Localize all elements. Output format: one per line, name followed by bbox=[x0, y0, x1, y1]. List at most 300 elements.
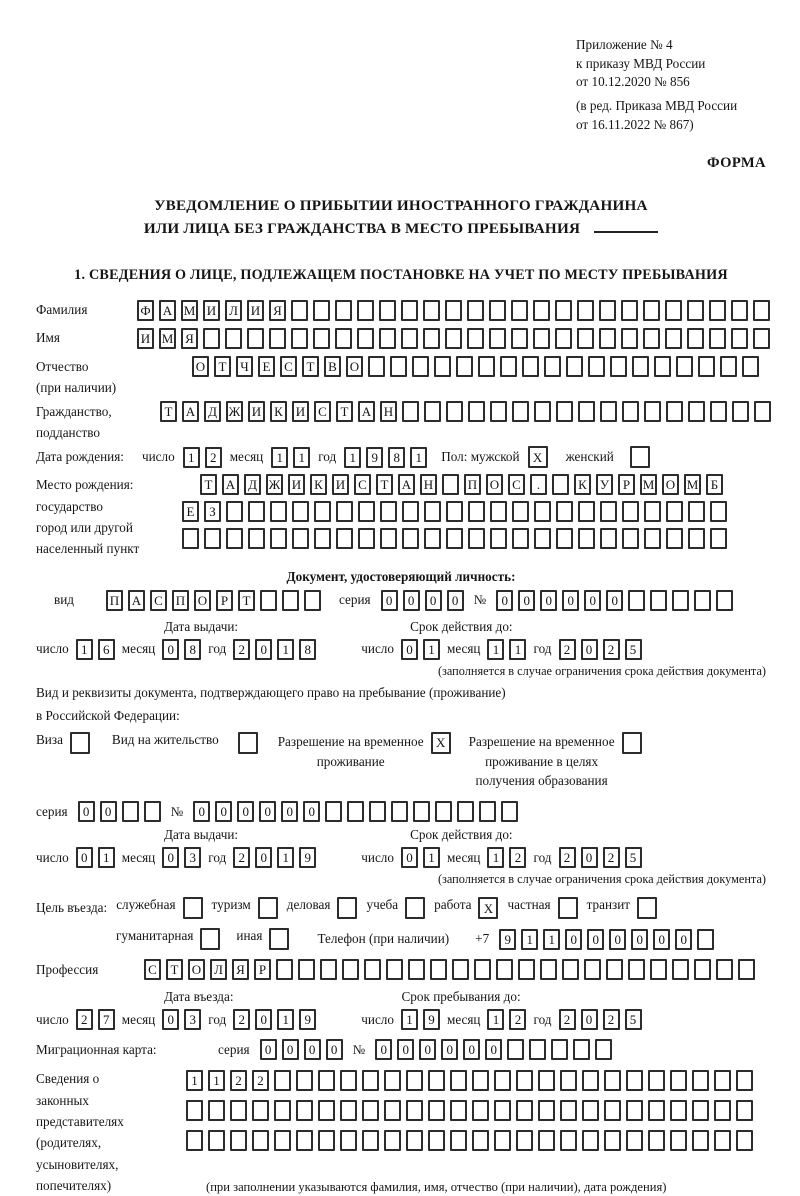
char-cell bbox=[478, 356, 495, 377]
section1-heading: 1. СВЕДЕНИЯ О ЛИЦЕ, ПОДЛЕЖАЩЕМ ПОСТАНОВКЕ НА УЧЕТ ПО МЕСТУ ПРЕБЫВАНИЯ bbox=[74, 266, 728, 283]
char-cell: Р bbox=[254, 959, 271, 980]
char-cell: Ф bbox=[137, 300, 154, 321]
char-cell: 0 bbox=[381, 590, 398, 611]
sex-female-checkbox bbox=[630, 446, 650, 468]
char-cell: Т bbox=[302, 356, 319, 377]
char-cell bbox=[380, 501, 397, 522]
char-cell: 0 bbox=[584, 590, 601, 611]
year-label: год bbox=[533, 1011, 552, 1027]
birth-year-label: год bbox=[318, 449, 337, 465]
char-cell bbox=[314, 501, 331, 522]
char-cell: 2 bbox=[559, 639, 576, 660]
visa-option bbox=[36, 732, 90, 754]
purpose-other-label: иная bbox=[236, 928, 263, 944]
day-label: число bbox=[361, 849, 394, 865]
char-cell: Т bbox=[376, 474, 393, 495]
char-cell bbox=[582, 1100, 599, 1121]
char-cell: 1 bbox=[423, 847, 440, 868]
char-cell: 0 bbox=[303, 801, 320, 822]
char-cell: 1 bbox=[186, 1070, 203, 1091]
char-cell bbox=[604, 1070, 621, 1091]
phone-label: Телефон (при наличии) bbox=[317, 931, 450, 947]
res-number-label: № bbox=[170, 803, 184, 819]
purpose-transit-checkbox bbox=[637, 897, 657, 919]
char-cell: А bbox=[398, 474, 415, 495]
entry-year-cells bbox=[233, 1009, 316, 1030]
temp-permit-edu-label-line1: Разрешение на временное bbox=[468, 733, 615, 749]
birth-place-row2-cells bbox=[182, 501, 727, 522]
char-cell bbox=[468, 401, 485, 422]
birth-place-row3-cells bbox=[182, 528, 727, 549]
char-cell bbox=[472, 1130, 489, 1151]
char-cell bbox=[364, 959, 381, 980]
char-cell bbox=[435, 801, 452, 822]
doc-number-cells bbox=[496, 590, 733, 611]
char-cell: 1 bbox=[277, 1009, 294, 1030]
residence-permit-option bbox=[112, 732, 258, 754]
char-cell bbox=[489, 328, 506, 349]
char-cell bbox=[384, 1070, 401, 1091]
res-valid-month-cells bbox=[487, 847, 526, 868]
day-label: число bbox=[361, 1011, 394, 1027]
char-cell bbox=[621, 300, 638, 321]
char-cell: Е bbox=[182, 501, 199, 522]
doc-valid-day-cells bbox=[401, 639, 440, 660]
res-restriction-note: (заполняется в случае ограничения срока действия документа) bbox=[437, 872, 766, 887]
char-cell bbox=[529, 1039, 546, 1060]
char-cell bbox=[340, 1070, 357, 1091]
purpose-transit-label: транзит bbox=[586, 897, 631, 913]
char-cell: 8 bbox=[299, 639, 316, 660]
char-cell bbox=[313, 300, 330, 321]
char-cell bbox=[648, 1130, 665, 1151]
char-cell bbox=[226, 528, 243, 549]
char-cell bbox=[428, 1070, 445, 1091]
citizenship-cells bbox=[160, 401, 771, 422]
char-cell: 0 bbox=[375, 1039, 392, 1060]
month-label: месяц bbox=[446, 849, 481, 865]
purpose-study-label: учеба bbox=[366, 897, 399, 913]
char-cell: 1 bbox=[487, 1009, 504, 1030]
year-label: год bbox=[533, 641, 552, 657]
char-cell: А bbox=[159, 300, 176, 321]
char-cell bbox=[650, 959, 667, 980]
char-cell bbox=[500, 356, 517, 377]
day-label: число bbox=[36, 641, 69, 657]
char-cell bbox=[533, 300, 550, 321]
char-cell bbox=[446, 528, 463, 549]
char-cell: Ж bbox=[226, 401, 243, 422]
res-valid-date-group bbox=[361, 847, 641, 868]
char-cell: У bbox=[596, 474, 613, 495]
char-cell: И bbox=[292, 401, 309, 422]
mig-number-cells bbox=[375, 1039, 612, 1060]
char-cell bbox=[358, 528, 375, 549]
char-cell: И bbox=[248, 401, 265, 422]
char-cell bbox=[697, 929, 714, 950]
char-cell bbox=[533, 328, 550, 349]
char-cell bbox=[599, 300, 616, 321]
entry-date-label: Дата въезда: bbox=[164, 989, 234, 1005]
char-cell: 1 bbox=[277, 847, 294, 868]
forma-label: ФОРМА bbox=[706, 154, 766, 171]
char-cell bbox=[336, 501, 353, 522]
surname-cells bbox=[137, 300, 770, 321]
char-cell bbox=[468, 501, 485, 522]
char-cell: 7 bbox=[98, 1009, 115, 1030]
char-cell: 9 bbox=[423, 1009, 440, 1030]
char-cell bbox=[604, 1130, 621, 1151]
char-cell bbox=[538, 1130, 555, 1151]
char-cell bbox=[357, 300, 374, 321]
char-cell bbox=[648, 1100, 665, 1121]
checkbox-residence-permit bbox=[238, 732, 258, 754]
char-cell: К bbox=[574, 474, 591, 495]
char-cell bbox=[270, 528, 287, 549]
char-cell bbox=[402, 501, 419, 522]
char-cell bbox=[208, 1100, 225, 1121]
char-cell bbox=[710, 528, 727, 549]
res-issue-date-label: Дата выдачи: bbox=[164, 827, 239, 843]
char-cell bbox=[714, 1070, 731, 1091]
char-cell bbox=[507, 1039, 524, 1060]
patronymic-label-line2: (при наличии) bbox=[36, 380, 117, 396]
char-cell bbox=[318, 1130, 335, 1151]
doc-kind-label: вид bbox=[54, 592, 74, 608]
char-cell: 0 bbox=[609, 929, 626, 950]
char-cell bbox=[379, 328, 396, 349]
char-cell bbox=[413, 801, 430, 822]
char-cell bbox=[714, 1130, 731, 1151]
char-cell bbox=[511, 300, 528, 321]
char-cell bbox=[468, 528, 485, 549]
char-cell bbox=[556, 501, 573, 522]
char-cell bbox=[496, 959, 513, 980]
char-cell bbox=[298, 959, 315, 980]
char-cell bbox=[412, 356, 429, 377]
char-cell bbox=[540, 959, 557, 980]
char-cell bbox=[732, 401, 749, 422]
char-cell bbox=[736, 1130, 753, 1151]
char-cell bbox=[340, 1100, 357, 1121]
guardians-note: (при заполнении указываются фамилия, имя, отчество (при наличии), дата рождения) bbox=[206, 1180, 667, 1195]
char-cell: 0 bbox=[403, 590, 420, 611]
char-cell: 0 bbox=[496, 590, 513, 611]
char-cell bbox=[628, 590, 645, 611]
char-cell: 1 bbox=[509, 639, 526, 660]
char-cell: 1 bbox=[423, 639, 440, 660]
char-cell bbox=[650, 590, 667, 611]
checkbox-temp-permit: X bbox=[431, 732, 451, 754]
char-cell bbox=[362, 1070, 379, 1091]
char-cell bbox=[450, 1130, 467, 1151]
char-cell bbox=[670, 1070, 687, 1091]
birth-day-label: число bbox=[141, 449, 175, 465]
title-underline bbox=[594, 219, 658, 233]
day-label: число bbox=[36, 1011, 69, 1027]
char-cell bbox=[604, 1100, 621, 1121]
char-cell bbox=[538, 1070, 555, 1091]
char-cell: З bbox=[204, 501, 221, 522]
patronymic-label-line1: Отчество bbox=[36, 358, 89, 374]
char-cell: М bbox=[640, 474, 657, 495]
checkbox-business bbox=[337, 897, 357, 919]
char-cell bbox=[578, 401, 595, 422]
char-cell bbox=[226, 501, 243, 522]
char-cell bbox=[369, 801, 386, 822]
birth-place-label-line4: населенный пункт bbox=[36, 541, 140, 557]
char-cell bbox=[292, 528, 309, 549]
char-cell: С bbox=[354, 474, 371, 495]
char-cell: 0 bbox=[606, 590, 623, 611]
char-cell bbox=[408, 959, 425, 980]
stay-date-group bbox=[361, 1009, 641, 1030]
char-cell: 1 bbox=[401, 1009, 418, 1030]
char-cell bbox=[582, 1070, 599, 1091]
char-cell bbox=[269, 328, 286, 349]
appendix-reference bbox=[576, 36, 766, 135]
appendix-edit-line-2: от 16.11.2022 № 867) bbox=[576, 116, 694, 132]
char-cell bbox=[358, 501, 375, 522]
char-cell bbox=[560, 1100, 577, 1121]
doc-valid-year-cells bbox=[559, 639, 642, 660]
char-cell: 0 bbox=[419, 1039, 436, 1060]
purpose-other bbox=[236, 928, 289, 950]
char-cell: 0 bbox=[260, 1039, 277, 1060]
char-cell bbox=[610, 356, 627, 377]
char-cell bbox=[362, 1130, 379, 1151]
char-cell bbox=[551, 1039, 568, 1060]
char-cell bbox=[600, 528, 617, 549]
char-cell bbox=[430, 959, 447, 980]
char-cell bbox=[342, 959, 359, 980]
res-series-cells bbox=[78, 801, 161, 822]
phone-prefix: +7 bbox=[475, 931, 490, 947]
char-cell bbox=[600, 501, 617, 522]
char-cell: 0 bbox=[237, 801, 254, 822]
char-cell: 0 bbox=[255, 847, 272, 868]
name-cells bbox=[137, 328, 770, 349]
char-cell bbox=[512, 401, 529, 422]
purpose-private-checkbox bbox=[558, 897, 578, 919]
char-cell: 1 bbox=[487, 847, 504, 868]
char-cell bbox=[406, 1100, 423, 1121]
char-cell bbox=[555, 328, 572, 349]
doc-issue-month-cells bbox=[162, 639, 201, 660]
char-cell bbox=[428, 1130, 445, 1151]
char-cell: 5 bbox=[625, 847, 642, 868]
char-cell: 9 bbox=[499, 929, 516, 950]
char-cell bbox=[562, 959, 579, 980]
char-cell: Я bbox=[232, 959, 249, 980]
checkbox-male: X bbox=[528, 446, 548, 468]
char-cell: 2 bbox=[603, 847, 620, 868]
char-cell bbox=[670, 1100, 687, 1121]
char-cell: 2 bbox=[603, 1009, 620, 1030]
char-cell: . bbox=[530, 474, 547, 495]
char-cell bbox=[494, 1130, 511, 1151]
char-cell bbox=[672, 590, 689, 611]
char-cell: 0 bbox=[397, 1039, 414, 1060]
char-cell bbox=[122, 801, 139, 822]
char-cell bbox=[595, 1039, 612, 1060]
char-cell bbox=[446, 401, 463, 422]
visa-label: Виза bbox=[36, 731, 63, 747]
char-cell bbox=[716, 959, 733, 980]
char-cell: 9 bbox=[299, 1009, 316, 1030]
char-cell bbox=[379, 300, 396, 321]
char-cell bbox=[479, 801, 496, 822]
char-cell bbox=[340, 1130, 357, 1151]
entry-month-cells bbox=[162, 1009, 201, 1030]
char-cell: О bbox=[346, 356, 363, 377]
char-cell bbox=[450, 1070, 467, 1091]
char-cell bbox=[687, 328, 704, 349]
guardians-label-line5: усыновителях, bbox=[36, 1156, 119, 1172]
sex-male-checkbox bbox=[528, 446, 548, 468]
entry-day-cells bbox=[76, 1009, 115, 1030]
char-cell: О bbox=[194, 590, 211, 611]
char-cell: 2 bbox=[233, 639, 250, 660]
guardians-label bbox=[36, 1068, 186, 1196]
checkbox-female bbox=[630, 446, 650, 468]
char-cell bbox=[754, 401, 771, 422]
char-cell: П bbox=[106, 590, 123, 611]
char-cell: 0 bbox=[485, 1039, 502, 1060]
char-cell: С bbox=[508, 474, 525, 495]
birth-day-cells bbox=[183, 447, 222, 468]
char-cell bbox=[204, 528, 221, 549]
char-cell: М bbox=[684, 474, 701, 495]
char-cell bbox=[457, 801, 474, 822]
char-cell bbox=[573, 1039, 590, 1060]
char-cell bbox=[450, 1100, 467, 1121]
char-cell bbox=[230, 1130, 247, 1151]
char-cell: 0 bbox=[581, 639, 598, 660]
char-cell bbox=[384, 1100, 401, 1121]
char-cell bbox=[622, 401, 639, 422]
char-cell bbox=[534, 401, 551, 422]
char-cell bbox=[688, 528, 705, 549]
char-cell: 3 bbox=[184, 847, 201, 868]
char-cell bbox=[716, 590, 733, 611]
char-cell bbox=[182, 528, 199, 549]
char-cell bbox=[445, 328, 462, 349]
char-cell bbox=[666, 528, 683, 549]
char-cell bbox=[578, 501, 595, 522]
char-cell bbox=[666, 401, 683, 422]
temp-permit-label-line2: проживание bbox=[316, 753, 385, 769]
checkbox-tourism bbox=[258, 897, 278, 919]
char-cell bbox=[600, 401, 617, 422]
char-cell: 0 bbox=[78, 801, 95, 822]
char-cell bbox=[544, 356, 561, 377]
char-cell: Т bbox=[336, 401, 353, 422]
char-cell: 1 bbox=[543, 929, 560, 950]
char-cell bbox=[676, 356, 693, 377]
char-cell bbox=[402, 401, 419, 422]
checkbox-visa bbox=[70, 732, 90, 754]
form-title bbox=[36, 194, 766, 241]
char-cell bbox=[446, 501, 463, 522]
char-cell: Т bbox=[166, 959, 183, 980]
purpose-other-checkbox bbox=[269, 928, 289, 950]
mig-series-cells bbox=[260, 1039, 343, 1060]
char-cell: 9 bbox=[366, 447, 383, 468]
month-label: месяц bbox=[121, 849, 156, 865]
char-cell bbox=[490, 528, 507, 549]
form-title-line2: ИЛИ ЛИЦА БЕЗ ГРАЖДАНСТВА В МЕСТО ПРЕБЫВАНИЯ bbox=[143, 220, 581, 238]
char-cell bbox=[560, 1130, 577, 1151]
char-cell: Л bbox=[225, 300, 242, 321]
res-issue-date-group bbox=[36, 847, 316, 868]
char-cell bbox=[720, 356, 737, 377]
char-cell: Т bbox=[160, 401, 177, 422]
char-cell bbox=[208, 1130, 225, 1151]
char-cell bbox=[406, 1130, 423, 1151]
char-cell bbox=[260, 590, 277, 611]
purpose-study-checkbox bbox=[405, 897, 425, 919]
purpose-humanitarian bbox=[116, 928, 220, 950]
char-cell: А bbox=[182, 401, 199, 422]
char-cell bbox=[347, 801, 364, 822]
char-cell bbox=[304, 590, 321, 611]
char-cell: Е bbox=[258, 356, 275, 377]
char-cell bbox=[424, 401, 441, 422]
char-cell bbox=[672, 959, 689, 980]
doc-issue-date-group bbox=[36, 639, 316, 660]
char-cell: 0 bbox=[259, 801, 276, 822]
char-cell: 2 bbox=[603, 639, 620, 660]
char-cell bbox=[709, 328, 726, 349]
char-cell: 6 bbox=[98, 639, 115, 660]
char-cell bbox=[472, 1100, 489, 1121]
res-valid-day-cells bbox=[401, 847, 440, 868]
char-cell bbox=[276, 959, 293, 980]
char-cell bbox=[648, 1070, 665, 1091]
patronymic-label bbox=[36, 356, 186, 399]
char-cell bbox=[186, 1130, 203, 1151]
res-number-cells bbox=[193, 801, 518, 822]
char-cell bbox=[452, 959, 469, 980]
char-cell bbox=[296, 1130, 313, 1151]
doc-series-label: серия bbox=[339, 592, 371, 608]
char-cell: С bbox=[280, 356, 297, 377]
char-cell: 0 bbox=[425, 590, 442, 611]
char-cell: П bbox=[172, 590, 189, 611]
char-cell bbox=[538, 1100, 555, 1121]
char-cell bbox=[588, 356, 605, 377]
doc-valid-until-label: Срок действия до: bbox=[410, 618, 513, 634]
appendix-line-3: от 10.12.2020 № 856 bbox=[576, 74, 690, 90]
char-cell bbox=[665, 328, 682, 349]
char-cell bbox=[632, 356, 649, 377]
month-label: месяц bbox=[121, 1011, 156, 1027]
appendix-edit-line-1: (в ред. Приказа МВД России bbox=[576, 98, 738, 114]
guardians-row3-cells bbox=[186, 1130, 753, 1151]
temp-permit-edu-label-line2: проживание в целях bbox=[485, 753, 599, 769]
char-cell: 0 bbox=[255, 1009, 272, 1030]
char-cell bbox=[753, 300, 770, 321]
char-cell: Р bbox=[216, 590, 233, 611]
char-cell: 1 bbox=[293, 447, 310, 468]
char-cell bbox=[282, 590, 299, 611]
char-cell: 0 bbox=[326, 1039, 343, 1060]
char-cell bbox=[518, 959, 535, 980]
char-cell bbox=[368, 356, 385, 377]
char-cell: 0 bbox=[401, 639, 418, 660]
char-cell bbox=[442, 474, 459, 495]
